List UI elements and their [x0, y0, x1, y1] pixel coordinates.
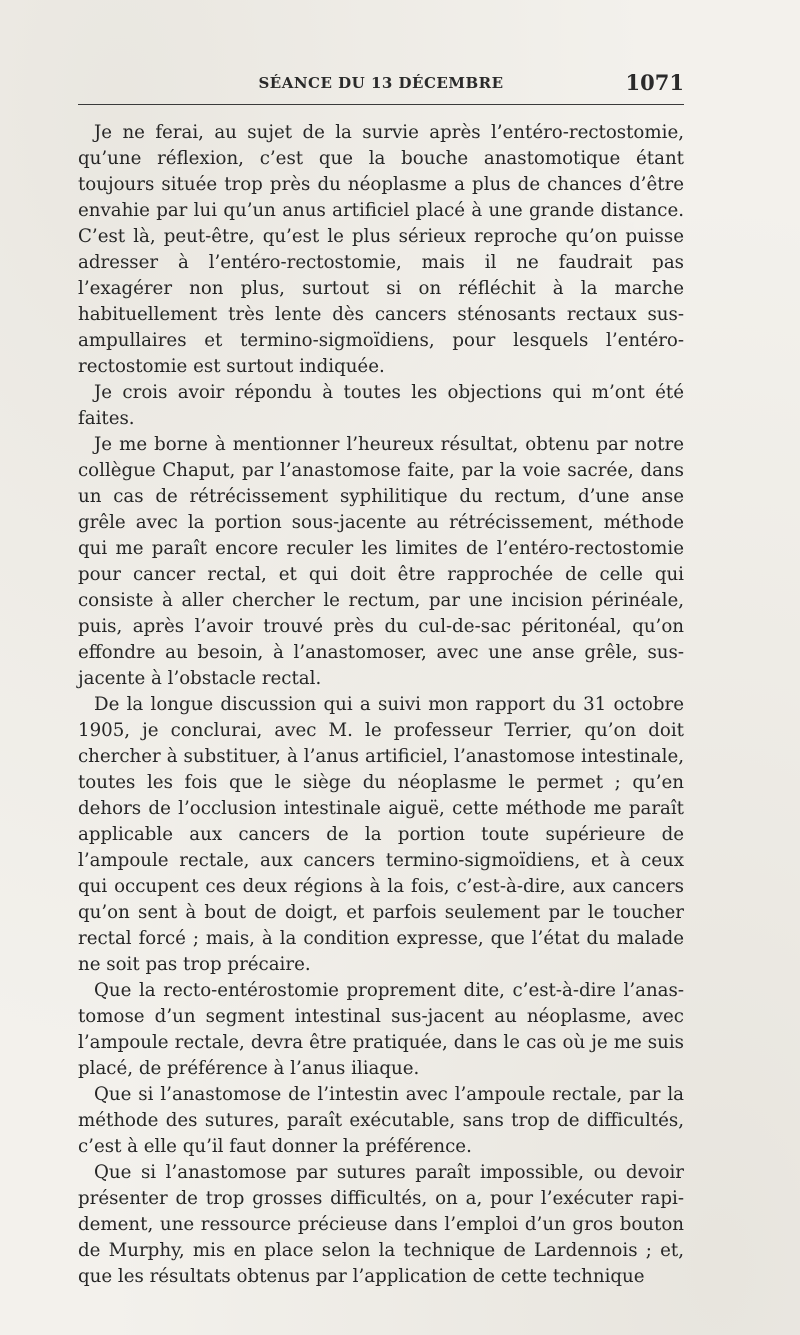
paragraph: Je me borne à mentionner l’heureux résultat, obtenu par notre collègue Chaput, par l’anastomose faite, par la voie sacrée, dans un cas de rétrécissement syphilitique du rectum, d’une anse grêle avec la portion sous-jacente au rétrécissement, méthode qui me paraît encore reculer les limites de l’entéro-rectostomie pour cancer rectal, et qui doit être rapprochée de celle qui consiste à aller chercher le rectum, par une incision périnéale, puis, après l’avoir trouvé près du cul-de-sac péritonéal, qu’on effondre au besoin, à l’anastomoser, avec une anse grêle, sus-jacente à l’obstacle rectal. — [78, 434, 684, 689]
paragraph: Que si l’anastomose par sutures paraît impossible, ou devoir présenter de trop grosses difficultés, on a, pour l’exécuter rapidement, une ressource précieuse dans l’emploi d’un gros bouton de Murphy, mis en place selon la technique de Lardennois ; et, que les résultats obtenus par l’application de cette technique — [78, 1162, 684, 1287]
body-text — [78, 120, 684, 1290]
running-title: SÉANCE DU 13 DÉCEMBRE — [258, 74, 504, 92]
paragraph: Je ne ferai, au sujet de la survie après l’entéro-rectostomie, qu’une réflexion, c’est que la bouche anastomotique étant toujours située trop près du néoplasme a plus de chances d’être envahie par lui qu’un anus artificiel placé à une grande distance. C’est là, peut-être, qu’est le plus sérieux reproche qu’on puisse adresser à l’entéro-rectostomie, mais il ne faudrait pas l’exagérer non plus, surtout si on réfléchit à la marche habituellement très lente dès cancers sténosants rectaux sus-ampullaires et termino-sigmoïdiens, pour lesquels l’entéro-rectostomie est surtout indiquée. — [78, 122, 684, 377]
page-number: 1071 — [625, 70, 684, 95]
paragraph: Que la recto-entérostomie proprement dite, c’est-à-dire l’anastomose d’un segment intestinal sus-jacent au néoplasme, avec l’ampoule rectale, devra être pratiquée, dans le cas où je me suis placé, de préférence à l’anus iliaque. — [78, 980, 684, 1079]
running-head — [78, 70, 684, 96]
paragraph: De la longue discussion qui a suivi mon rapport du 31 octobre 1905, je conclurai, avec M. le professeur Terrier, qu’on doit chercher à substituer, à l’anus artificiel, l’anastomose intestinale, toutes les fois que le siège du néoplasme le permet ; qu’en dehors de l’occlusion intestinale aiguë, cette méthode me paraît applicable aux cancers de la portion toute supérieure de l’ampoule rectale, aux cancers termino-sigmoïdiens, et à ceux qui occupent ces deux régions à la fois, c’est-à-dire, aux cancers qu’on sent à bout de doigt, et parfois seulement par le toucher rectal forcé ; mais, à la condition expresse, que l’état du malade ne soit pas trop précaire. — [78, 694, 684, 975]
header-rule — [78, 104, 684, 105]
paragraph: Je crois avoir répondu à toutes les objections qui m’ont été faites. — [78, 382, 684, 429]
paragraph: Que si l’anastomose de l’intestin avec l’ampoule rectale, par la méthode des sutures, paraît exécutable, sans trop de difficultés, c’est à elle qu’il faut donner la préférence. — [78, 1084, 684, 1157]
